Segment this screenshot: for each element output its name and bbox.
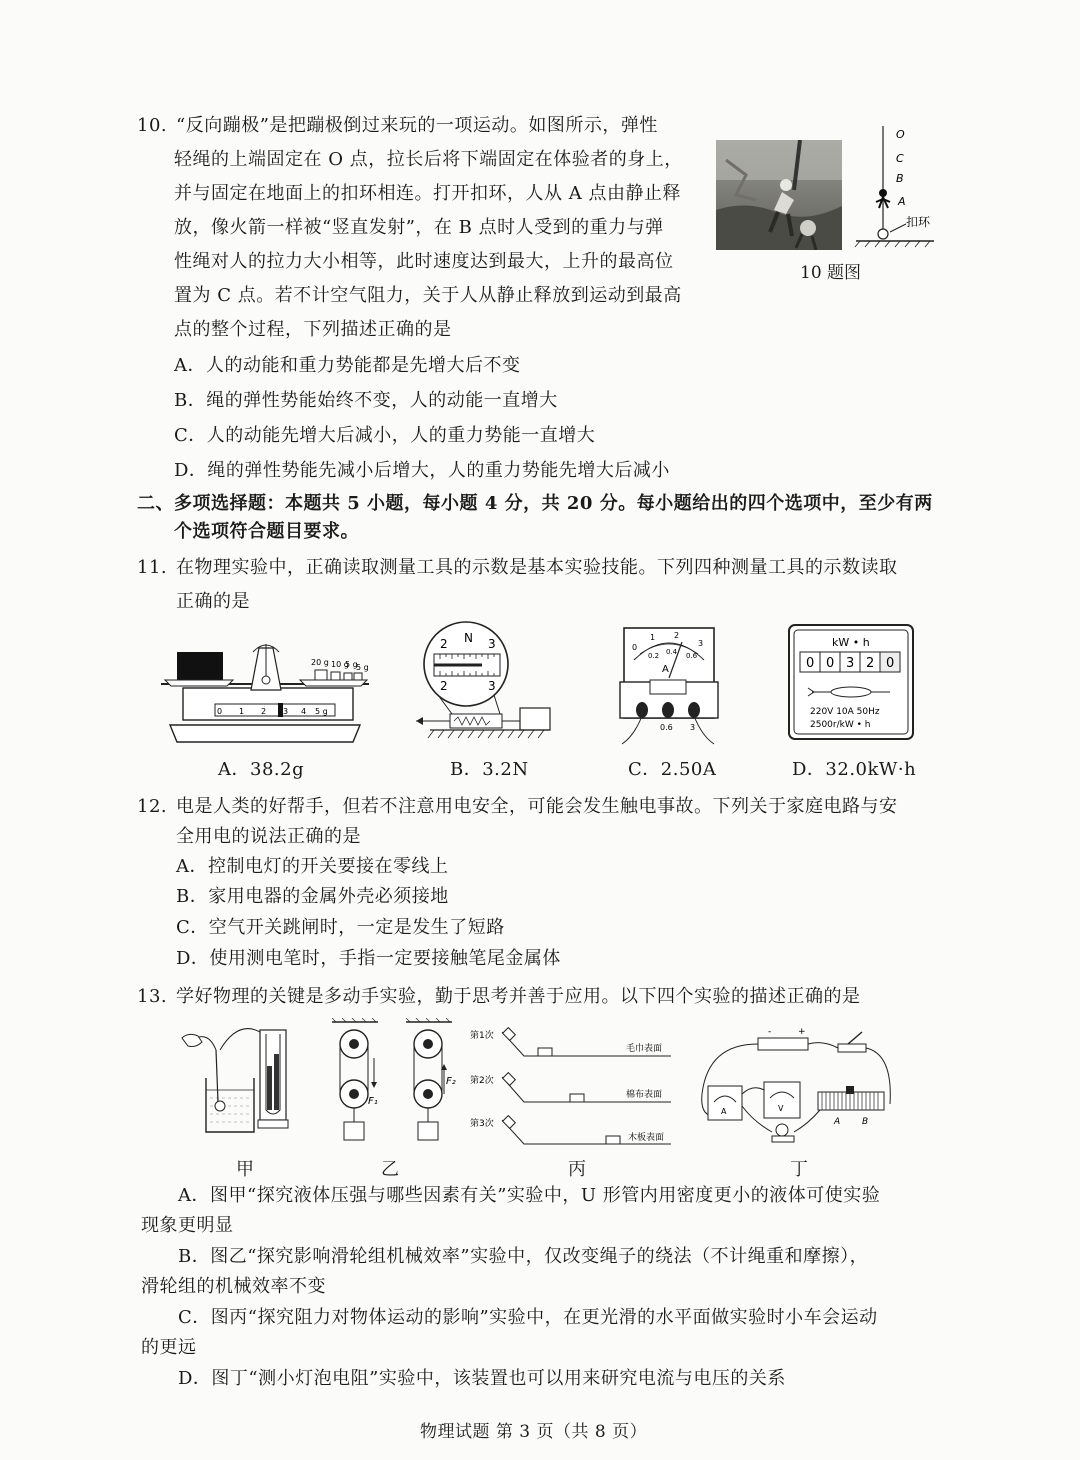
meter-spec-line2: 2500r/kW • h: [810, 720, 871, 730]
beam-tick-2: 2: [261, 707, 267, 716]
beam-tick-5g: 5 g: [315, 707, 328, 716]
ammeter-scale-0.4: 0.4: [666, 648, 678, 656]
q10-schematic: [846, 122, 936, 252]
q10-text-line: 性绳对人的拉力大小相等，此时速度达到最大，上升的最高位: [174, 251, 674, 272]
incline-run2-label: 第2次: [470, 1076, 494, 1086]
q13-fig-ding-circuit: [698, 1024, 898, 1148]
q13-label-yi: 乙: [381, 1159, 399, 1180]
point-a-label: A: [898, 195, 906, 208]
ammeter-symbol: A: [662, 664, 669, 675]
beam-tick-4: 4: [301, 707, 307, 716]
battery-plus-label: +: [798, 1027, 806, 1037]
q13-option-b: B．图乙“探究影响滑轮组机械效率”实验中，仅改变绳子的绕法（不计绳重和摩擦），: [178, 1246, 869, 1267]
meter-digit: 0: [806, 656, 815, 671]
spring-bot-3: 3: [488, 679, 496, 693]
q10-text-line: 放，像火箭一样被“竖直发射”，在 B 点时人受到的重力与弹: [174, 217, 664, 238]
q12-option-b: B．家用电器的金属外壳必须接地: [176, 886, 449, 907]
q12-option-d: D．使用测电笔时，手指一定要接触笔尾金属体: [176, 948, 561, 969]
ammeter-terminal-0.6: 0.6: [660, 723, 673, 732]
q13-label-ding: 丁: [790, 1159, 808, 1180]
q12-number: 12.: [137, 796, 168, 817]
q10-option-a: A．人的动能和重力势能都是先增大后不变: [174, 355, 521, 376]
section2-heading-cont: 个选项符合题目要求。: [174, 521, 359, 542]
q10-figure-caption: 10 题图: [800, 263, 862, 283]
q12-option-c: C．空气开关跳闸时，一定是发生了短路: [176, 917, 505, 938]
ammeter-scale-2: 2: [674, 631, 680, 640]
rheostat-a-label: A: [834, 1117, 841, 1127]
ammeter-scale-0: 0: [632, 643, 638, 652]
incline-surf1-label: 毛巾表面: [626, 1044, 663, 1054]
meter-unit: kW • h: [832, 636, 870, 649]
q10-text-line: “反向蹦极”是把蹦极倒过来玩的一项运动。如图所示，弹性: [176, 115, 658, 136]
q13-option-c: C．图丙“探究阻力对物体运动的影响”实验中，在更光滑的水平面做实验时小车会运动: [178, 1307, 878, 1328]
incline-run3-label: 第3次: [470, 1119, 494, 1129]
q11-text-line: 正确的是: [176, 591, 250, 612]
weight-5g-label: 5 g: [345, 660, 358, 669]
ammeter-symbol: A: [721, 1107, 727, 1116]
meter-digit: 3: [846, 656, 855, 671]
q13-fig-jia-pressure: [178, 1020, 298, 1140]
page-footer: 物理试题 第 3 页（共 8 页）: [420, 1422, 648, 1442]
meter-digit: 2: [866, 656, 875, 671]
weight-20g-label: 20 g: [311, 658, 329, 667]
ammeter-terminal-3: 3: [690, 723, 696, 732]
clasp-label: 扣环: [906, 215, 931, 229]
point-o-label: O: [896, 128, 905, 141]
rheostat-b-label: B: [862, 1117, 869, 1127]
q11-number: 11.: [137, 557, 168, 578]
q10-bungee-photo: [716, 140, 842, 250]
q13-number: 13.: [137, 986, 168, 1007]
force-f2-label: F₂: [446, 1076, 456, 1087]
meter-digit: 0: [886, 656, 895, 671]
meter-digit: 0: [826, 656, 835, 671]
q10-text-line: 轻绳的上端固定在 O 点，拉长后将下端固定在体验者的身上，: [174, 149, 683, 170]
q13-label-jia: 甲: [236, 1159, 254, 1180]
beam-tick-1: 1: [239, 707, 245, 716]
q10-text-line: 并与固定在地面上的扣环相连。打开扣环，人从 A 点由静止释: [174, 183, 681, 204]
q12-text-line: 电是人类的好帮手，但若不注意用电安全，可能会发生触电事故。下列关于家庭电路与安: [176, 796, 898, 817]
incline-surf2-label: 棉布表面: [626, 1090, 663, 1100]
beam-tick-0: 0: [217, 707, 223, 716]
q11-option-b: B．3.2N: [450, 759, 529, 780]
spring-bot-2: 2: [440, 679, 448, 693]
q11-ammeter-figure: [610, 620, 726, 748]
weight-10g-label: 10 g: [331, 660, 349, 669]
q10-number: 10.: [137, 115, 168, 136]
q13-label-bing: 丙: [568, 1159, 586, 1180]
q11-kwh-meter-figure: [786, 622, 916, 742]
ammeter-scale-0.6: 0.6: [686, 652, 698, 660]
incline-run1-label: 第1次: [470, 1031, 494, 1041]
q13-option-d: D．图丁“测小灯泡电阻”实验中，该装置也可以用来研究电流与电压的关系: [178, 1368, 786, 1389]
ammeter-scale-0.2: 0.2: [648, 652, 660, 660]
q13-option-a: A．图甲“探究液体压强与哪些因素有关”实验中，U 形管内用密度更小的液体可使实验: [178, 1185, 881, 1206]
force-f1-label: F₁: [368, 1096, 378, 1107]
q11-balance-figure: [155, 630, 375, 750]
meter-spec-line1: 220V 10A 50Hz: [810, 707, 880, 717]
q11-text-line: 在物理实验中，正确读取测量工具的示数是基本实验技能。下列四种测量工具的示数读取: [176, 557, 898, 578]
point-b-label: B: [896, 172, 904, 185]
incline-surf3-label: 木板表面: [628, 1133, 665, 1143]
q13-option-a-cont: 现象更明显: [141, 1215, 234, 1236]
ammeter-scale-3: 3: [698, 639, 704, 648]
q12-option-a: A．控制电灯的开关要接在零线上: [176, 856, 449, 877]
ammeter-scale-1: 1: [650, 633, 656, 642]
spring-unit: N: [464, 631, 473, 645]
beam-tick-3: 3: [283, 707, 289, 716]
q13-option-c-cont: 的更远: [141, 1337, 197, 1358]
spring-top-3: 3: [488, 637, 496, 651]
q10-text-line: 点的整个过程，下列描述正确的是: [174, 319, 452, 340]
q13-option-b-cont: 滑轮组的机械效率不变: [141, 1276, 326, 1297]
q11-option-d: D．32.0kW·h: [792, 759, 917, 780]
q10-option-c: C．人的动能先增大后减小，人的重力势能一直增大: [174, 425, 596, 446]
q10-option-d: D．绳的弹性势能先减小后增大，人的重力势能先增大后减小: [174, 460, 670, 481]
spring-top-2: 2: [440, 637, 448, 651]
q11-option-c: C．2.50A: [628, 759, 717, 780]
section2-heading: 二、多项选择题：本题共 5 小题，每小题 4 分，共 20 分。每小题给出的四个选项中，至少有两: [137, 493, 933, 514]
q10-option-b: B．绳的弹性势能始终不变，人的动能一直增大: [174, 390, 558, 411]
q13-text-line: 学好物理的关键是多动手实验，勤于思考并善于应用。以下四个实验的描述正确的是: [176, 986, 861, 1007]
q10-text-line: 置为 C 点。若不计空气阻力，关于人从静止释放到运动到最高: [174, 285, 682, 306]
battery-minus-label: -: [768, 1027, 772, 1037]
voltmeter-symbol: V: [778, 1104, 784, 1113]
q13-fig-yi-pulleys: [326, 1018, 466, 1148]
point-c-label: C: [896, 152, 904, 165]
q11-option-a: A．38.2g: [218, 759, 305, 780]
q13-fig-bing-inclines: [466, 1022, 686, 1150]
q11-spring-scale-figure: [410, 620, 570, 748]
weight-5g-label: 5 g: [356, 663, 369, 672]
q12-text-line: 全用电的说法正确的是: [176, 826, 361, 847]
